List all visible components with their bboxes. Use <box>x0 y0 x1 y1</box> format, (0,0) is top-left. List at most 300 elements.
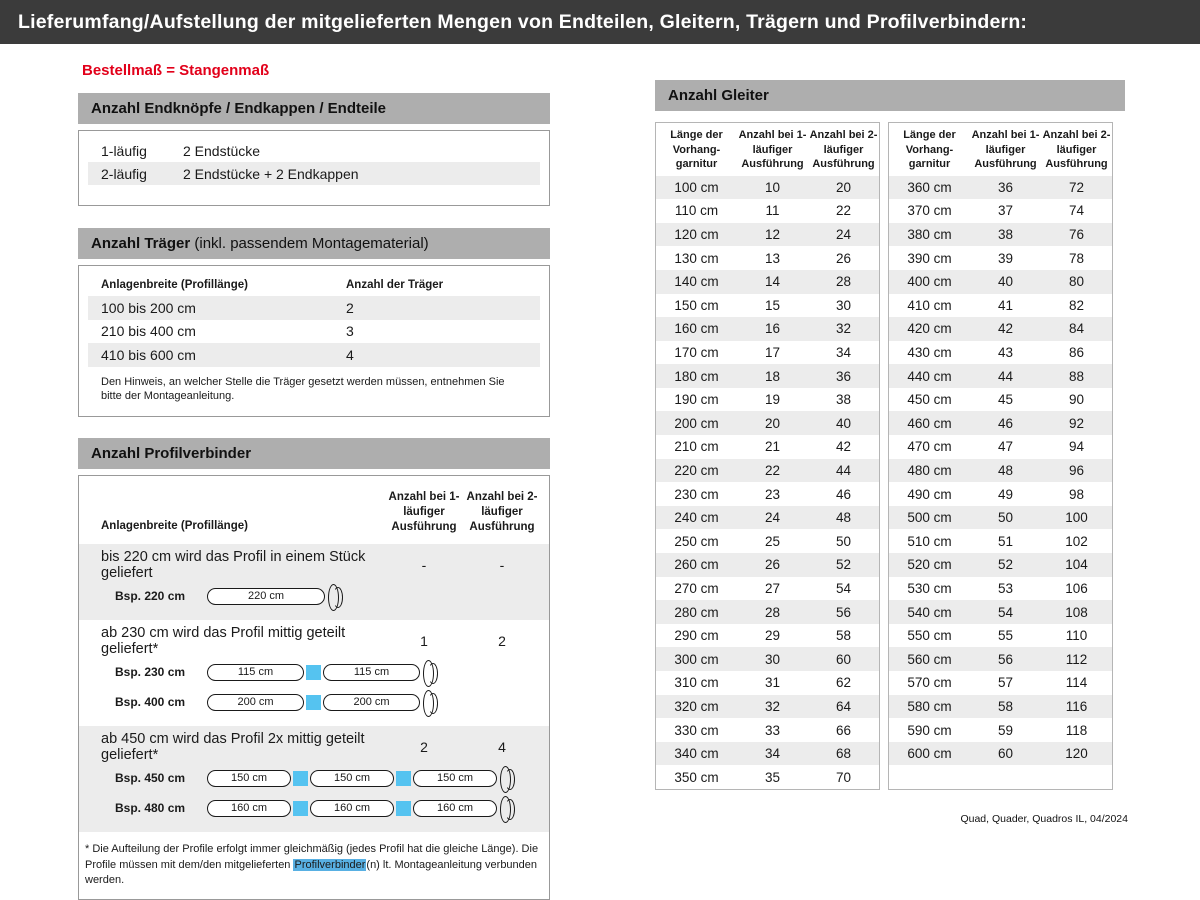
gleiter-count-1laeufig: 29 <box>764 628 781 644</box>
gleiter-row <box>889 577 1112 601</box>
gleiter-count-1laeufig: 46 <box>997 415 1014 431</box>
profile-connector-icon <box>293 771 308 786</box>
gleiter-count-1laeufig: 11 <box>765 203 780 219</box>
gleiter-count-2laeufig: 98 <box>1068 486 1085 502</box>
endteile-variant-label: 1-läufig <box>101 142 147 159</box>
gleiter-count-1laeufig: 38 <box>997 227 1014 243</box>
gleiter-row <box>656 506 879 530</box>
gleiter-row <box>656 742 879 766</box>
gleiter-count-1laeufig: 42 <box>997 321 1014 337</box>
gleiter-count-2laeufig: 104 <box>1065 557 1088 573</box>
gleiter-length: 440 cm <box>907 368 952 384</box>
gleiter-table-2 <box>888 122 1113 790</box>
rod-segment: 150 cm <box>413 770 497 787</box>
gleiter-count-1laeufig: 18 <box>764 368 781 384</box>
gleiter-row <box>656 695 879 719</box>
profile-group-bis-220 <box>79 544 549 620</box>
gleiter-count-2laeufig: 46 <box>835 486 852 502</box>
rod-segment: 200 cm <box>323 694 420 711</box>
profile-group-ab-450 <box>79 726 549 832</box>
gleiter-row <box>889 223 1112 247</box>
gleiter-length: 310 cm <box>674 675 719 691</box>
gleiter-count-1laeufig: 17 <box>764 345 781 360</box>
profile-connector-icon <box>396 801 411 816</box>
traeger-table-header <box>88 274 540 296</box>
gleiter-count-1laeufig: 23 <box>764 486 781 502</box>
gleiter-count-2laeufig: 64 <box>835 698 852 714</box>
endteile-table <box>78 130 550 206</box>
gleiter-count-1laeufig: 43 <box>997 345 1014 360</box>
gleiter-count-2laeufig: 112 <box>1065 651 1088 667</box>
gleiter-length: 120 cm <box>674 227 719 243</box>
gleiter-row <box>656 577 879 601</box>
gleiter-row <box>656 600 879 624</box>
gleiter-row <box>656 223 879 247</box>
gleiter-count-2laeufig: 32 <box>835 321 852 337</box>
rod-end-cap-icon <box>423 660 435 685</box>
profile-group-line <box>101 625 541 657</box>
gleiter-count-1laeufig: 35 <box>764 769 781 785</box>
gleiter-length: 510 cm <box>907 533 952 549</box>
gleiter-count-1laeufig: 39 <box>997 250 1014 266</box>
profile-count-1laeufig: - <box>421 557 427 574</box>
profile-group-line <box>101 549 541 581</box>
gleiter-row <box>889 435 1112 459</box>
gleiter-count-2laeufig: 114 <box>1065 675 1088 691</box>
gleiter-table-2-header <box>889 123 1112 176</box>
page-title-bar <box>0 0 1200 44</box>
gleiter-count-1laeufig: 56 <box>997 651 1014 667</box>
gleiter-row <box>889 624 1112 648</box>
col-anlagenbreite: Anlagenbreite (Profillänge) <box>101 279 248 291</box>
gleiter-row <box>656 647 879 671</box>
profile-rod-diagram <box>207 584 340 609</box>
profilverbinder-footnote <box>79 832 549 888</box>
gleiter-row <box>889 199 1112 223</box>
traeger-row <box>88 320 540 344</box>
gleiter-count-1laeufig: 51 <box>997 533 1014 549</box>
gleiter-length: 380 cm <box>907 227 952 243</box>
gleiter-row <box>656 199 879 223</box>
gleiter-row <box>656 482 879 506</box>
gleiter-count-2laeufig: 20 <box>835 179 852 195</box>
gleiter-length: 240 cm <box>674 510 719 526</box>
gleiter-count-1laeufig: 15 <box>764 297 781 313</box>
footnote-text-post: (n) lt. Montageanleitung verbunden werden. <box>85 858 538 887</box>
profile-example-label: Bsp. 450 cm <box>115 771 186 786</box>
section-header-traeger-label: Anzahl Träger <box>91 235 191 252</box>
gleiter-count-2laeufig: 118 <box>1065 722 1088 738</box>
section-header-gleiter <box>655 80 1125 111</box>
gleiter-count-2laeufig: 110 <box>1065 628 1088 644</box>
rod-segment: 115 cm <box>323 664 420 681</box>
gleiter-row <box>656 317 879 341</box>
gleiter-row <box>889 506 1112 530</box>
gleiter-row <box>889 176 1112 200</box>
gleiter-length: 100 cm <box>674 179 719 195</box>
traeger-table-body <box>88 296 540 367</box>
gleiter-count-1laeufig: 14 <box>764 274 781 290</box>
left-column <box>78 60 550 900</box>
gleiter-length: 520 cm <box>907 557 952 573</box>
gleiter-count-1laeufig: 54 <box>997 604 1014 620</box>
profile-count-1laeufig: 2 <box>420 739 428 756</box>
gleiter-length: 340 cm <box>674 746 719 762</box>
gleiter-length: 480 cm <box>907 462 952 478</box>
profile-example <box>115 687 541 717</box>
gleiter-length: 450 cm <box>907 392 952 408</box>
gleiter-length: 130 cm <box>674 250 719 266</box>
gleiter-count-1laeufig: 12 <box>764 227 781 243</box>
gleiter-row <box>656 671 879 695</box>
gleiter-count-2laeufig: 116 <box>1065 698 1088 714</box>
document-footer: Quad, Quader, Quadros IL, 04/2024 <box>960 813 1128 825</box>
profile-group-text: ab 450 cm wird das Profil 2x mittig geteilt geliefert* <box>101 731 365 764</box>
gleiter-row <box>889 695 1112 719</box>
section-header-gleiter-label: Anzahl Gleiter <box>668 87 769 104</box>
profile-connector-icon <box>306 665 321 680</box>
gleiter-count-2laeufig: 102 <box>1065 533 1088 549</box>
gleiter-table-2-body <box>889 176 1112 766</box>
gleiter-row <box>656 553 879 577</box>
gleiter-length: 550 cm <box>907 628 952 644</box>
gleiter-length: 430 cm <box>907 345 952 360</box>
gleiter-count-1laeufig: 26 <box>764 557 781 573</box>
profile-connector-icon <box>293 801 308 816</box>
gleiter-count-2laeufig: 90 <box>1068 392 1085 408</box>
gleiter-count-2laeufig: 94 <box>1068 439 1085 455</box>
gleiter-count-2laeufig: 78 <box>1068 250 1085 266</box>
gleiter-count-1laeufig: 19 <box>764 392 781 408</box>
gleiter-count-2laeufig: 96 <box>1068 462 1085 478</box>
gleiter-length: 150 cm <box>674 297 719 313</box>
gleiter-row <box>656 765 879 789</box>
gleiter-length: 290 cm <box>674 628 719 644</box>
gleiter-length: 460 cm <box>907 415 952 431</box>
gleiter-count-1laeufig: 25 <box>764 533 781 549</box>
endteile-row <box>88 162 540 185</box>
gleiter-count-2laeufig: 82 <box>1068 297 1085 313</box>
profile-example <box>115 581 541 611</box>
gleiter-row <box>656 459 879 483</box>
gleiter-count-1laeufig: 40 <box>997 274 1014 290</box>
gleiter-row <box>889 294 1112 318</box>
col-anzahl-1laeufig: Anzahl bei 1-läufiger Ausführung <box>738 129 807 171</box>
gleiter-count-2laeufig: 70 <box>835 769 852 785</box>
gleiter-row <box>889 553 1112 577</box>
gleiter-row <box>889 270 1112 294</box>
gleiter-row <box>889 388 1112 412</box>
gleiter-count-1laeufig: 50 <box>997 510 1014 526</box>
gleiter-length: 330 cm <box>674 722 719 738</box>
profile-example <box>115 793 541 823</box>
gleiter-tables <box>655 122 1125 790</box>
gleiter-row <box>889 671 1112 695</box>
gleiter-length: 400 cm <box>907 274 952 290</box>
gleiter-row <box>656 718 879 742</box>
endteile-table-body <box>88 139 540 185</box>
gleiter-row <box>656 341 879 365</box>
gleiter-count-1laeufig: 45 <box>997 392 1014 408</box>
gleiter-count-1laeufig: 36 <box>997 179 1014 195</box>
gleiter-length: 300 cm <box>674 651 719 667</box>
gleiter-count-1laeufig: 13 <box>764 250 781 266</box>
profile-example <box>115 657 541 687</box>
gleiter-length: 350 cm <box>674 769 719 785</box>
gleiter-length: 410 cm <box>907 297 952 313</box>
gleiter-length: 140 cm <box>674 274 719 290</box>
rod-segment: 200 cm <box>207 694 304 711</box>
profile-rod-diagram <box>207 796 512 821</box>
gleiter-row <box>656 624 879 648</box>
profile-count-2laeufig: - <box>499 557 505 574</box>
gleiter-count-1laeufig: 21 <box>764 439 781 455</box>
gleiter-count-2laeufig: 34 <box>835 345 852 360</box>
gleiter-count-2laeufig: 42 <box>835 439 852 455</box>
gleiter-count-2laeufig: 52 <box>835 557 852 573</box>
gleiter-length: 220 cm <box>674 462 719 478</box>
col-laenge: Länge der Vorhang-garnitur <box>903 129 956 171</box>
rod-end-cap-icon <box>500 766 512 791</box>
gleiter-length: 580 cm <box>907 698 952 714</box>
traeger-count: 2 <box>346 299 354 316</box>
gleiter-count-2laeufig: 92 <box>1068 415 1085 431</box>
rod-segment: 115 cm <box>207 664 304 681</box>
section-header-traeger <box>78 228 550 259</box>
profile-example-label: Bsp. 480 cm <box>115 801 186 816</box>
gleiter-row <box>889 482 1112 506</box>
gleiter-count-1laeufig: 57 <box>997 675 1014 691</box>
traeger-range: 410 bis 600 cm <box>101 346 196 363</box>
gleiter-count-1laeufig: 22 <box>764 462 781 478</box>
rod-segment: 150 cm <box>310 770 394 787</box>
gleiter-length: 270 cm <box>674 580 719 596</box>
gleiter-row <box>889 459 1112 483</box>
gleiter-row <box>889 341 1112 365</box>
page-title: Lieferumfang/Aufstellung der mitgelieferten Mengen von Endteilen, Gleitern, Trägern und Profilverbindern: <box>18 10 1028 33</box>
endteile-variant-label: 2-läufig <box>101 165 147 182</box>
gleiter-row <box>889 317 1112 341</box>
gleiter-count-2laeufig: 56 <box>835 604 852 620</box>
profile-example-label: Bsp. 230 cm <box>115 665 186 680</box>
gleiter-count-1laeufig: 55 <box>997 628 1014 644</box>
gleiter-count-2laeufig: 108 <box>1065 604 1088 620</box>
endteile-parts-value: 2 Endstücke + 2 Endkappen <box>183 165 359 182</box>
traeger-note: Den Hinweis, an welcher Stelle die Träger gesetzt werden müssen, entnehmen Sie bitte der Montageanleitung. <box>101 375 505 403</box>
gleiter-length: 320 cm <box>674 698 719 714</box>
col-anzahl-traeger: Anzahl der Träger <box>346 279 444 291</box>
gleiter-count-2laeufig: 76 <box>1068 227 1085 243</box>
rod-segment: 150 cm <box>207 770 291 787</box>
gleiter-count-2laeufig: 120 <box>1065 746 1088 762</box>
gleiter-table-1 <box>655 122 880 790</box>
profile-example-label: Bsp. 220 cm <box>115 589 186 604</box>
profile-count-2laeufig: 2 <box>498 633 506 650</box>
gleiter-count-1laeufig: 44 <box>997 368 1014 384</box>
gleiter-count-1laeufig: 10 <box>764 179 781 195</box>
col-anzahl-2laeufig: Anzahl bei 2-läufiger Ausführung <box>466 491 538 533</box>
gleiter-count-1laeufig: 24 <box>764 510 781 526</box>
gleiter-count-2laeufig: 38 <box>835 392 852 408</box>
gleiter-count-2laeufig: 26 <box>835 250 852 266</box>
gleiter-count-1laeufig: 16 <box>764 321 781 337</box>
profile-example-label: Bsp. 400 cm <box>115 695 186 710</box>
section-header-endteile-label: Anzahl Endknöpfe / Endkappen / Endteile <box>91 100 387 117</box>
section-header-profilverbinder <box>78 438 550 469</box>
section-header-profilverbinder-label: Anzahl Profilverbinder <box>91 445 252 463</box>
gleiter-row <box>889 742 1112 766</box>
gleiter-count-2laeufig: 86 <box>1068 345 1085 360</box>
gleiter-length: 500 cm <box>907 510 952 526</box>
gleiter-length: 170 cm <box>674 345 719 360</box>
gleiter-row <box>656 364 879 388</box>
profilverbinder-table <box>78 475 550 899</box>
gleiter-row <box>656 294 879 318</box>
gleiter-count-2laeufig: 66 <box>835 722 852 738</box>
gleiter-length: 600 cm <box>907 746 952 762</box>
rod-segment: 160 cm <box>413 800 497 817</box>
gleiter-count-2laeufig: 22 <box>835 203 852 219</box>
gleiter-length: 110 cm <box>674 203 719 219</box>
section-header-traeger-suffix: (inkl. passendem Montagematerial) <box>190 235 429 252</box>
profile-example <box>115 763 541 793</box>
gleiter-count-1laeufig: 58 <box>997 698 1014 714</box>
gleiter-length: 210 cm <box>674 439 719 455</box>
traeger-count: 3 <box>346 323 354 340</box>
gleiter-length: 190 cm <box>674 392 719 408</box>
gleiter-row <box>656 529 879 553</box>
gleiter-row <box>656 176 879 200</box>
gleiter-count-1laeufig: 30 <box>764 651 781 667</box>
gleiter-row <box>889 600 1112 624</box>
gleiter-count-1laeufig: 49 <box>997 486 1014 502</box>
gleiter-row <box>889 529 1112 553</box>
gleiter-count-1laeufig: 47 <box>997 439 1014 455</box>
gleiter-length: 540 cm <box>907 604 952 620</box>
col-anzahl-1laeufig: Anzahl bei 1-läufiger Ausführung <box>971 129 1040 171</box>
traeger-range: 100 bis 200 cm <box>101 299 196 316</box>
gleiter-count-1laeufig: 59 <box>997 722 1014 738</box>
profile-group-text: bis 220 cm wird das Profil in einem Stück geliefert <box>101 549 366 582</box>
gleiter-row <box>889 246 1112 270</box>
gleiter-count-2laeufig: 88 <box>1068 368 1085 384</box>
gleiter-length: 530 cm <box>907 580 952 596</box>
gleiter-length: 260 cm <box>674 557 719 573</box>
gleiter-count-2laeufig: 84 <box>1068 321 1085 337</box>
footnote-highlight: Profilverbinder <box>294 858 366 871</box>
gleiter-row <box>656 388 879 412</box>
gleiter-count-1laeufig: 34 <box>764 746 781 762</box>
gleiter-count-2laeufig: 24 <box>835 227 852 243</box>
gleiter-row <box>656 435 879 459</box>
rod-end-cap-icon <box>423 690 435 715</box>
gleiter-count-1laeufig: 37 <box>997 203 1014 219</box>
traeger-count: 4 <box>346 346 354 363</box>
profile-group-line <box>101 731 541 763</box>
rod-segment: 160 cm <box>310 800 394 817</box>
col-laenge: Länge der Vorhang-garnitur <box>670 129 723 171</box>
gleiter-length: 590 cm <box>907 722 952 738</box>
profile-rod-diagram <box>207 660 435 685</box>
gleiter-length: 420 cm <box>907 321 952 337</box>
profile-group-text: ab 230 cm wird das Profil mittig geteilt geliefert* <box>101 625 346 658</box>
gleiter-row <box>889 364 1112 388</box>
col-anlagenbreite-profil: Anlagenbreite (Profillänge) <box>101 520 248 533</box>
gleiter-row <box>889 411 1112 435</box>
rod-end-cap-icon <box>328 584 340 609</box>
gleiter-count-2laeufig: 30 <box>835 297 852 313</box>
profile-count-1laeufig: 1 <box>420 633 428 650</box>
gleiter-count-2laeufig: 54 <box>835 580 852 596</box>
section-header-endteile <box>78 93 550 124</box>
gleiter-count-1laeufig: 52 <box>997 557 1014 573</box>
profile-connector-icon <box>396 771 411 786</box>
gleiter-count-1laeufig: 48 <box>997 462 1014 478</box>
gleiter-row <box>889 718 1112 742</box>
col-anzahl-2laeufig: Anzahl bei 2-läufiger Ausführung <box>809 129 878 171</box>
gleiter-count-2laeufig: 58 <box>835 628 852 644</box>
gleiter-row <box>656 246 879 270</box>
traeger-row <box>88 296 540 320</box>
gleiter-count-2laeufig: 100 <box>1065 510 1088 526</box>
gleiter-count-2laeufig: 48 <box>835 510 852 526</box>
gleiter-count-1laeufig: 33 <box>764 722 781 738</box>
gleiter-count-1laeufig: 28 <box>764 604 781 620</box>
gleiter-count-2laeufig: 28 <box>835 274 852 290</box>
profile-group-ab-230 <box>79 620 549 726</box>
endteile-row <box>88 139 540 162</box>
col-anzahl-2laeufig: Anzahl bei 2-läufiger Ausführung <box>1042 129 1111 171</box>
gleiter-table-1-body <box>656 176 879 789</box>
gleiter-count-1laeufig: 27 <box>764 580 781 596</box>
right-column <box>655 80 1125 790</box>
gleiter-count-2laeufig: 50 <box>835 533 852 549</box>
gleiter-count-1laeufig: 41 <box>997 297 1014 313</box>
gleiter-count-1laeufig: 32 <box>764 698 781 714</box>
traeger-row <box>88 343 540 367</box>
gleiter-length: 160 cm <box>674 321 719 337</box>
gleiter-count-2laeufig: 80 <box>1068 274 1085 290</box>
gleiter-count-2laeufig: 44 <box>835 462 852 478</box>
gleiter-row <box>656 270 879 294</box>
gleiter-count-1laeufig: 53 <box>997 580 1014 596</box>
rod-segment: 160 cm <box>207 800 291 817</box>
gleiter-length: 470 cm <box>907 439 952 455</box>
gleiter-row <box>656 411 879 435</box>
gleiter-length: 280 cm <box>674 604 719 620</box>
col-anzahl-1laeufig: Anzahl bei 1-läufiger Ausführung <box>388 491 460 533</box>
profile-rod-diagram <box>207 766 512 791</box>
gleiter-length: 180 cm <box>674 368 719 384</box>
gleiter-count-2laeufig: 68 <box>835 746 852 762</box>
rod-end-cap-icon <box>500 796 512 821</box>
gleiter-length: 490 cm <box>907 486 952 502</box>
endteile-parts-value: 2 Endstücke <box>183 142 261 159</box>
gleiter-count-1laeufig: 31 <box>764 675 781 691</box>
footnote-text-pre: * Die Aufteilung der Profile erfolgt immer gleichmäßig (jedes Profil hat die gleiche Länge). Die Profile müssen mit dem/den mitgelieferten <box>85 843 539 871</box>
gleiter-count-2laeufig: 72 <box>1068 179 1085 195</box>
gleiter-length: 230 cm <box>674 486 719 502</box>
profile-rod-diagram <box>207 690 435 715</box>
gleiter-count-2laeufig: 106 <box>1065 580 1088 596</box>
gleiter-length: 560 cm <box>907 651 952 667</box>
gleiter-length: 390 cm <box>907 250 952 266</box>
traeger-range: 210 bis 400 cm <box>101 323 196 340</box>
gleiter-length: 360 cm <box>907 179 952 195</box>
gleiter-count-2laeufig: 36 <box>835 368 852 384</box>
gleiter-length: 570 cm <box>907 675 952 691</box>
gleiter-count-2laeufig: 74 <box>1068 203 1085 219</box>
